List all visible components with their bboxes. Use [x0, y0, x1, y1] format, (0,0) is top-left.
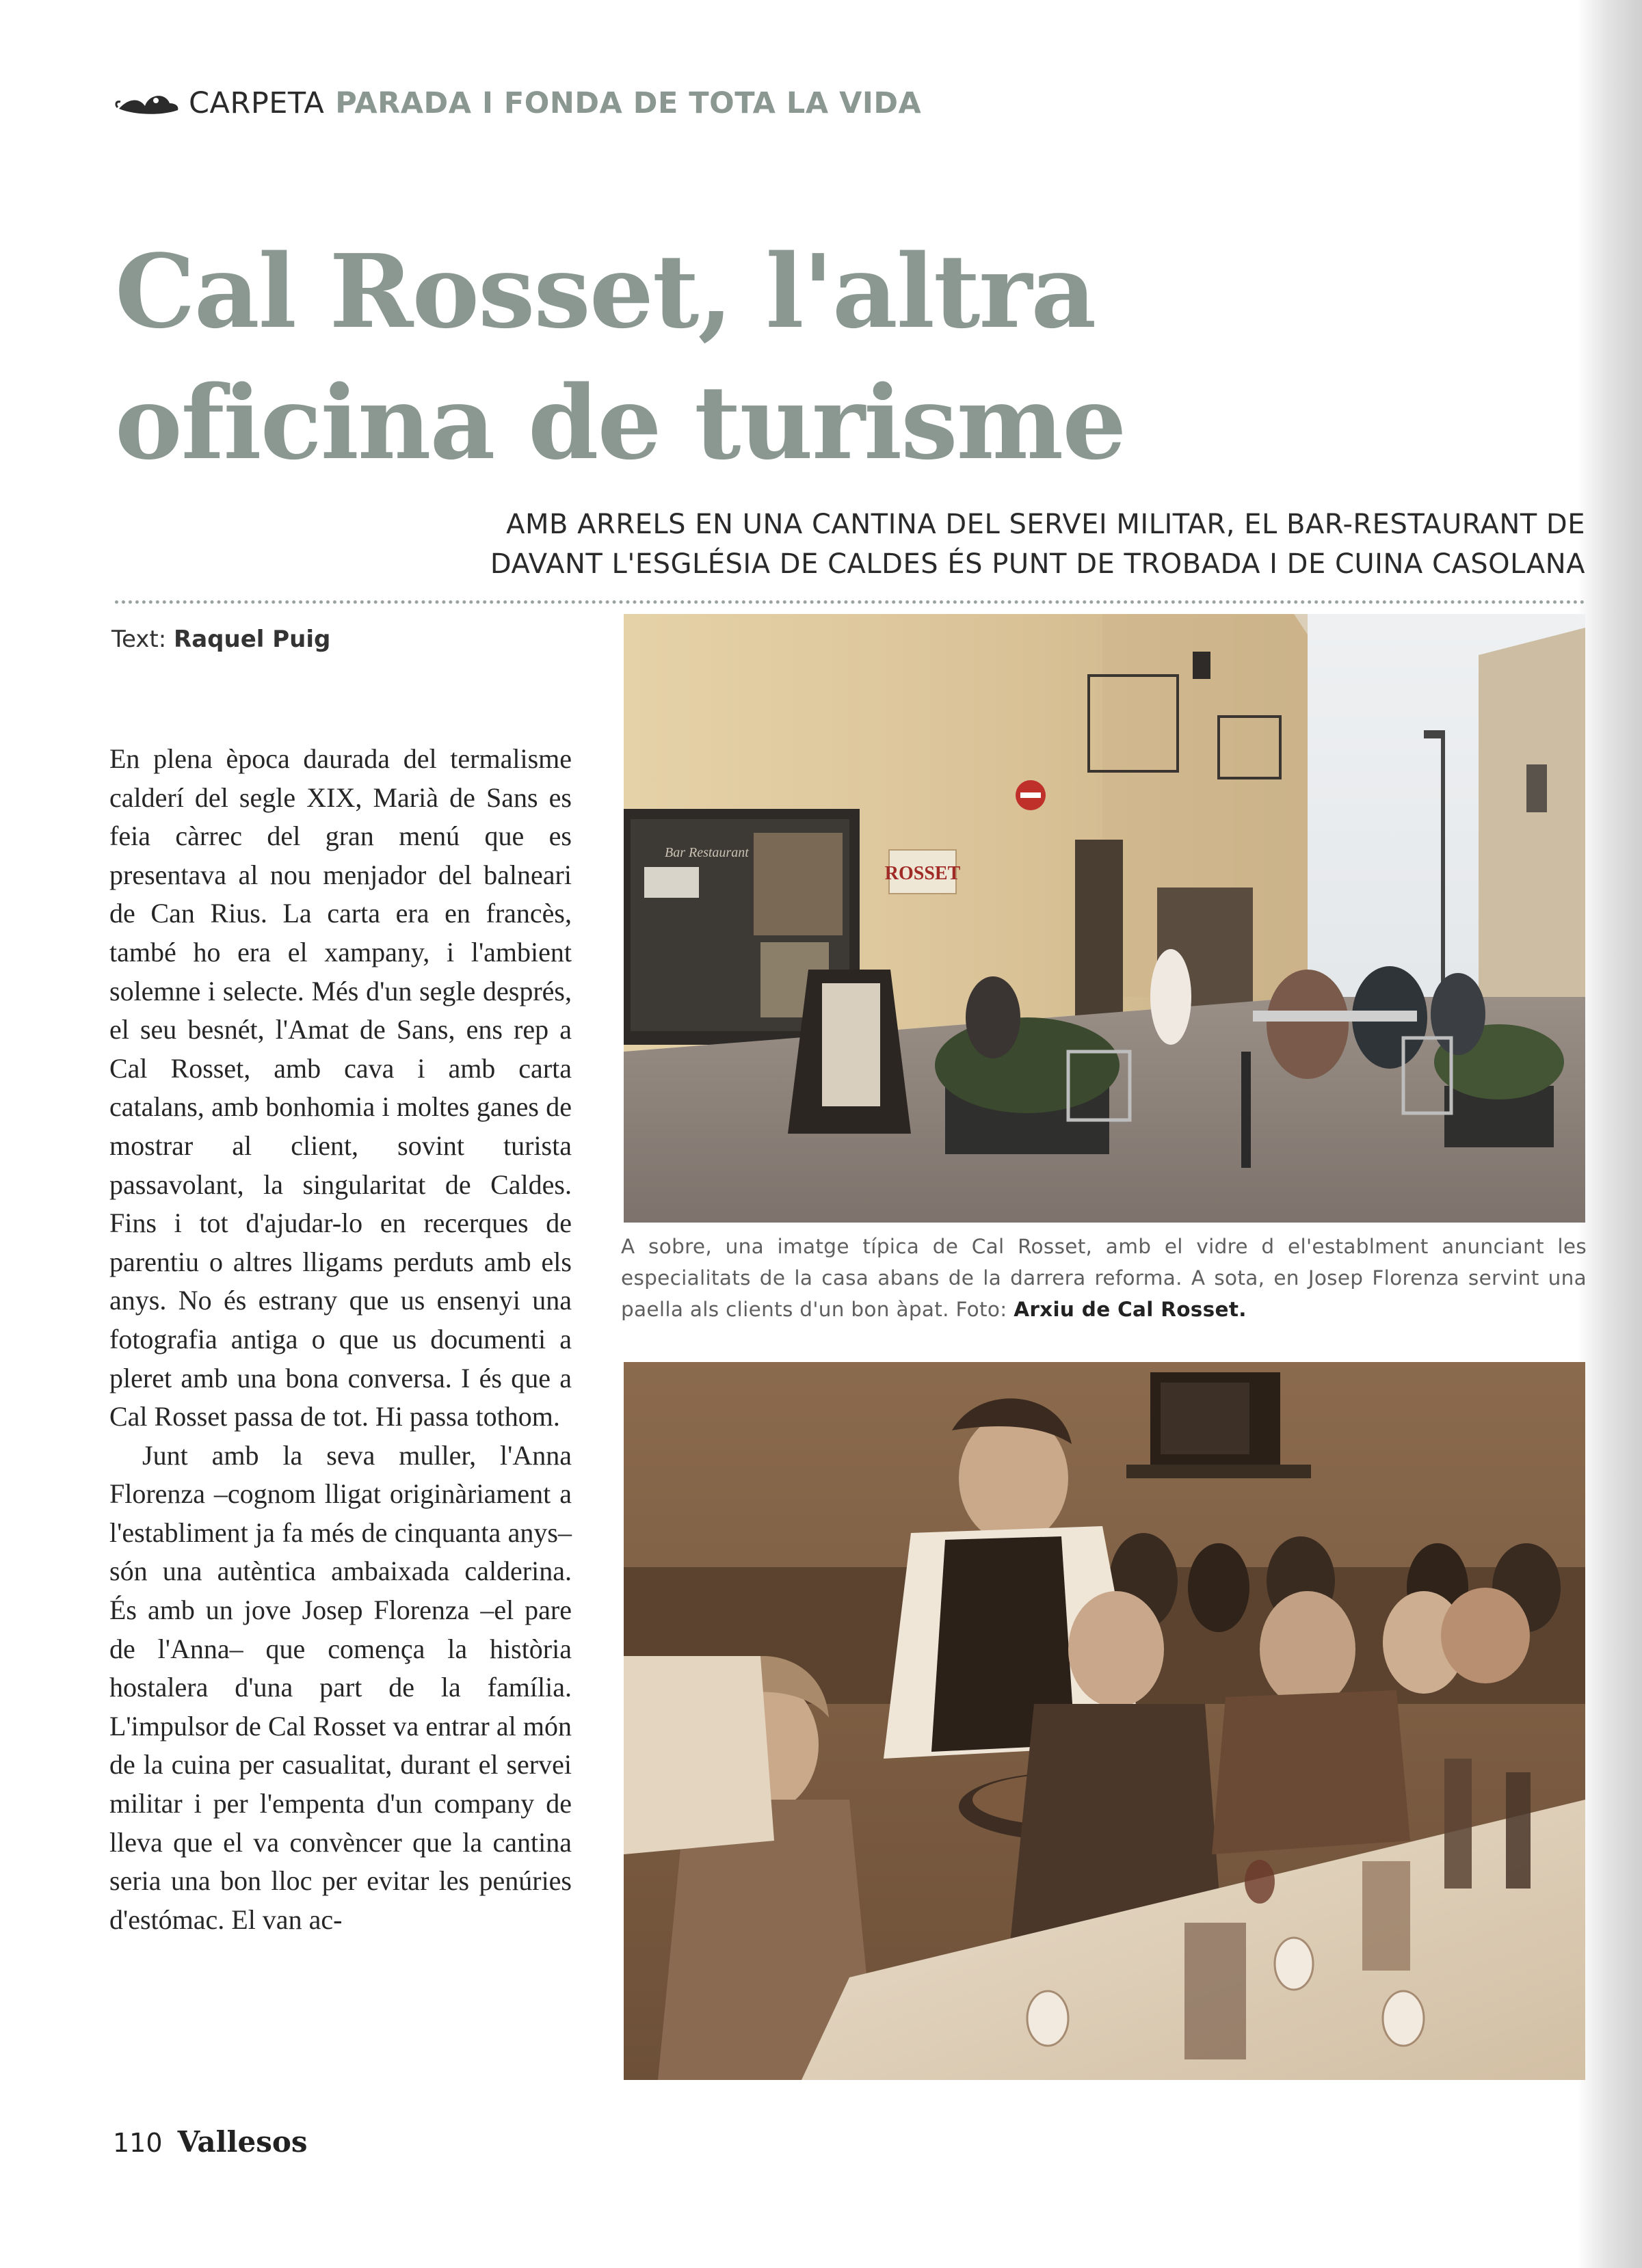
- body-paragraph-1: En plena època daurada del termalisme calderí del segle XIX, Marià de Sans es feia càrrec del gran menú que es presentava al nou menjador del balneari de Can Rius. La carta era en francès, també ho era el xampany, i l'ambient solemne i selecte. Més d'un segle després, el seu besnét, l'Amat de Sans, ens rep a Cal Rosset, amb cava i amb carta catalans, amb bonhomia i moltes ganes de mostrar al client, sovint turista passavolant, la singularitat de Caldes. Fins i tot d'ajudar-lo en recerques de parentiu o altres lligams perduts amb els anys. No és estrany que us ensenyi una fotografia antiga o que us documenti a pleret amb una bona conversa. I és que a Cal Rosset passa de tot. Hi passa tothom.: [109, 743, 572, 1432]
- article-subtitle: [354, 505, 1585, 584]
- headline-line-1: Cal Rosset, l'altra: [115, 232, 1096, 351]
- caption-credit-label: Foto:: [955, 1298, 1007, 1321]
- photo-dining-room: [624, 1362, 1585, 2080]
- photo-sign-rosset: ROSSET: [884, 863, 961, 884]
- photo-dining-image: [624, 1362, 1585, 2080]
- headline-line-2: oficina de turisme: [115, 363, 1126, 482]
- page-edge-shadow: [1577, 0, 1642, 2268]
- subtitle-line-1: AMB ARRELS EN UNA CANTINA DEL SERVEI MILITAR, EL BAR-RESTAURANT DE: [506, 509, 1585, 540]
- byline: [111, 626, 330, 653]
- article-headline: [115, 226, 1277, 488]
- photo-exterior-image: [624, 614, 1585, 1223]
- photo-window-text: Bar Restaurant: [665, 845, 749, 860]
- hat-icon: [115, 88, 181, 118]
- caption-credit: Arxiu de Cal Rosset.: [1014, 1298, 1247, 1321]
- caption-text: A sobre, una imatge típica de Cal Rosset, amb el vidre d el'establment anunciant les especialitats de la casa abans de la darrera reforma. A sota, en Josep Florenza servint una paella als clients d'un bon àpat.: [621, 1235, 1587, 1321]
- subtitle-line-2: DAVANT L'ESGLÉSIA DE CALDES ÉS PUNT DE TROBADA I DE CUINA CASOLANA: [490, 548, 1585, 580]
- byline-label: Text:: [111, 626, 167, 653]
- body-paragraph-2: Junt amb la seva muller, l'Anna Florenza –cognom lligat originàriament a l'establiment ja fa més de cinquanta anys– són una autèntica ambaixada calderina. És amb un jove Josep Florenza –el pare de l'Anna– que comença la història hostalera d'una part de la família. L'impulsor de Cal Rosset va entrar al món de la cuina per casualitat, durant el servei militar i per l'empenta d'un company de lleva que el va convèncer que la cantina seria una bon lloc per evitar les penúries d'estómac. El van ac-: [109, 1439, 572, 1935]
- photo-caption: [621, 1231, 1587, 1325]
- byline-author: Raquel Puig: [174, 626, 331, 653]
- rubric-section-title: PARADA I FONDA DE TOTA LA VIDA: [335, 86, 922, 120]
- dotted-divider: [115, 600, 1585, 604]
- rubric-kicker: CARPETA: [189, 86, 325, 120]
- article-body: [109, 740, 572, 1939]
- page-number: 110: [113, 2128, 163, 2158]
- page-footer: [113, 2125, 308, 2159]
- section-rubric: [115, 81, 921, 126]
- photo-exterior: [624, 614, 1585, 1223]
- magazine-name: Vallesos: [177, 2125, 308, 2159]
